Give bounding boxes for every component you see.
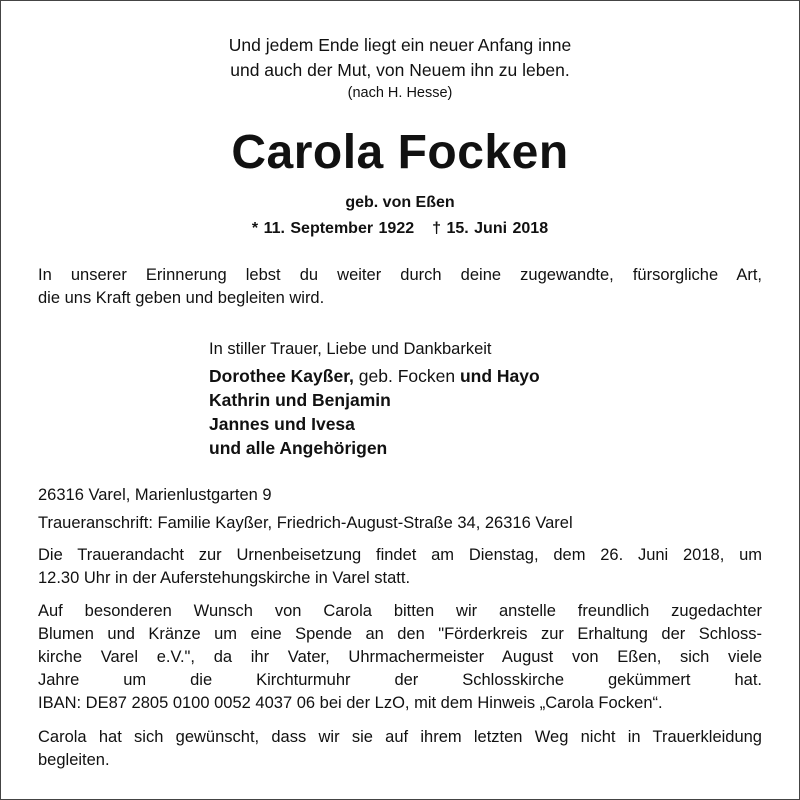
remembrance-text: [38, 264, 762, 310]
text-line: Carola hat sich gewünscht, dass wir sie auf ihrem letzten Weg nicht in Trauerkleidung: [38, 728, 762, 746]
donation-request: [38, 600, 762, 715]
mourner-partner: und Hayo: [459, 366, 540, 386]
mourner-line: Jannes und Ivesa: [209, 414, 355, 434]
mourner-line: und alle Angehörigen: [209, 438, 388, 458]
death-date: † 15. Juni 2018: [432, 220, 549, 237]
mourning-address: Traueranschrift: Familie Kayßer, Friedrich-August-Straße 34, 26316 Varel: [38, 514, 573, 532]
quote-line: Und jedem Ende liegt ein neuer Anfang inne: [228, 35, 572, 55]
text-line: die uns Kraft geben und begleiten wird.: [38, 289, 325, 307]
service-info: [38, 544, 762, 590]
quote-line: und auch der Mut, von Neuem ihn zu leben.: [230, 60, 570, 80]
life-dates: [0, 218, 800, 240]
text-line: In unserer Erinnerung lebst du weiter durch deine zugewandte, fürsorgliche Art,: [38, 266, 762, 284]
mourning-wish: [38, 726, 762, 772]
mourners-intro: In stiller Trauer, Liebe und Dankbarkeit: [209, 340, 492, 358]
home-address: 26316 Varel, Marienlustgarten 9: [38, 486, 272, 504]
text-line: begleiten.: [38, 751, 110, 769]
mourner-line: [209, 364, 769, 388]
epigraph-quote: [0, 33, 800, 83]
text-line: Auf besonderen Wunsch von Carola bitten wir anstelle freundlich zugedachter: [38, 602, 762, 620]
text-line: 12.30 Uhr in der Auferstehungskirche in Varel statt.: [38, 569, 411, 587]
deceased-name: Carola Focken: [231, 126, 569, 179]
birth-name: geb. von Eßen: [345, 194, 455, 211]
mourners-block: [209, 338, 769, 460]
mourner-name: Dorothee Kayßer,: [209, 366, 354, 386]
mourner-birth-name: geb. Focken: [358, 366, 456, 386]
text-line: kirche Varel e.V.", da ihr Vater, Uhrmachermeister August von Eßen, sich viele: [38, 648, 762, 666]
quote-source: (nach H. Hesse): [347, 85, 453, 101]
mourner-line: Kathrin und Benjamin: [209, 390, 391, 410]
text-line: Blumen und Kränze um eine Spende an den "Förderkreis zur Erhaltung der Schloss-: [38, 625, 762, 643]
text-line: Jahre um die Kirchturmuhr der Schlosskirche gekümmert hat.: [38, 671, 762, 689]
birth-date: * 11. September 1922: [251, 220, 415, 237]
text-line: Die Trauerandacht zur Urnenbeisetzung findet am Dienstag, dem 26. Juni 2018, um: [38, 546, 762, 564]
text-line: IBAN: DE87 2805 0100 0052 4037 06 bei der LzO, mit dem Hinweis „Carola Focken“.: [38, 694, 663, 712]
